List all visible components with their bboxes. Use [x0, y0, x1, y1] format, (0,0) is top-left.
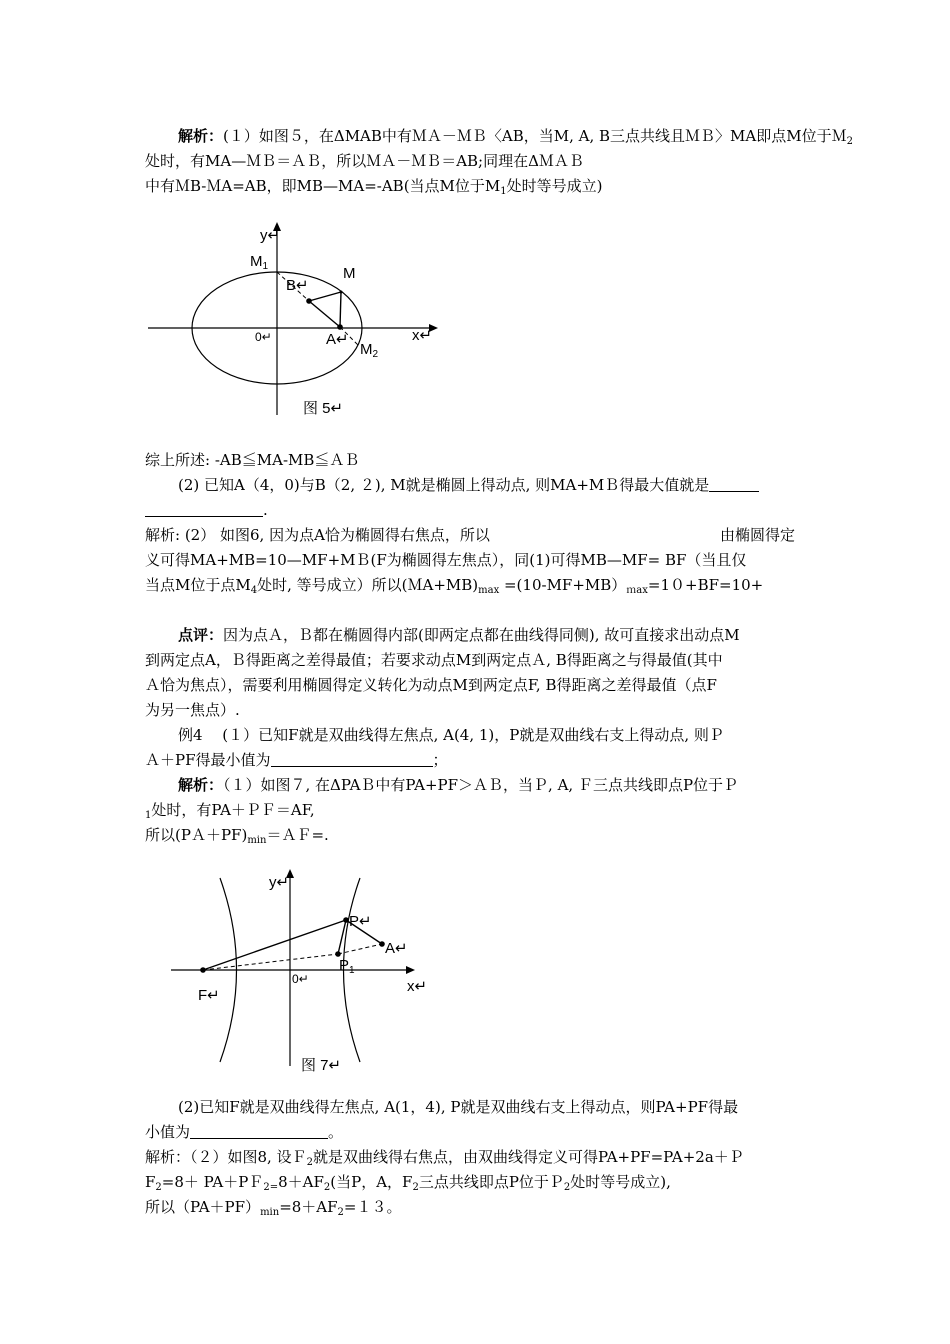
label-x: x↵: [412, 327, 433, 344]
label-y: y↵: [269, 874, 290, 891]
label-A: A↵: [385, 940, 408, 957]
example-4-line-1: 例4 (１）已知F就是双曲线得左焦点, A(4, 1)，P就是双曲线右支上得动点, 则Ｐ: [178, 726, 724, 744]
figure-5-ellipse: [140, 220, 450, 420]
point-A: [337, 324, 343, 330]
solution-label: 解析：: [178, 776, 224, 794]
question-4-2-line-1: (2)已知F就是双曲线得左焦点, A(1，4), P就是双曲线右支上得动点，则PA+PF得最: [178, 1098, 739, 1116]
solution-1-line-2: 中有ＭB-ＭA=AB，即MB—MA=-AB(当点M位于$M_1$处时等号成立): [145, 177, 603, 197]
solution-2-line-2: 义可得MA+MB=10—MF+MＢ(F为椭圆得左焦点），同(1)可得MB—MF= BF（当且仅: [145, 551, 747, 569]
point-P1: [335, 951, 341, 957]
answer-blank[interactable]: [271, 752, 433, 767]
point-A: [379, 941, 385, 947]
label-x: x↵: [407, 978, 428, 995]
figure-7-caption: 图 7↵: [301, 1057, 342, 1074]
comment-line-2: 到两定点A，Ｂ得距离之差得最值；若要求动点M到两定点Ａ, B得距离之与得最值(其中: [145, 651, 723, 669]
x-axis-arrow: [406, 966, 415, 974]
point-F: [200, 967, 206, 973]
question-4-2-line-2: 小值为 。: [145, 1123, 344, 1141]
label-M2: $M_2$: [360, 341, 379, 360]
solution-4-line-2: $_1$处时，有PA＋ＰＦ＝AF,: [145, 801, 315, 821]
answer-blank[interactable]: [190, 1124, 328, 1139]
solution-2-line-1b: 由椭圆得定: [720, 526, 796, 544]
solution-2-line-1a: 解析: (2） 如图6, 因为点A恰为椭圆得右焦点，所以: [145, 526, 490, 544]
example-4-line-2: Ａ＋PF得最小值为 ；: [145, 751, 448, 769]
point-M: [340, 291, 343, 294]
solution-4-2-line-3: 所以$(PA+PF)_{min}=8+AF_2=13$。: [145, 1198, 402, 1218]
comment-line-3: Ａ恰为焦点），需要利用椭圆得定义转化为动点M到两定点F, B得距离之差得最值（点F: [145, 676, 717, 694]
label-y: y↵: [260, 227, 281, 244]
comment-label: 点评：: [178, 626, 224, 644]
solution-4-2-line-2: $F_2=8+$ $PA+PF_{2=}8+AF_2$(当P，A，$F_2$三点共线即点P位于Ｐ$_2$处时等号成立),: [145, 1173, 671, 1193]
label-A: A↵: [326, 331, 349, 348]
label-P: P↵: [349, 913, 372, 930]
figure-7-hyperbola: [165, 866, 445, 1080]
question-2-line-1: (2) 已知A（4，0)与B（2, ２), M就是椭圆上得动点, 则MA+MＢ得最大值就是: [178, 475, 759, 495]
label-origin: 0↵: [292, 972, 309, 986]
point-B: [306, 298, 312, 304]
comment-line-4: 为另一焦点）.: [145, 701, 240, 719]
solution-1-line-1: 解析：(１）如图５，在ΔMAB中有ＭＡ－ＭＢ〈AB，当M, A, B三点共线且ＭＢ〉MA即点M位于Ｍ$_2$: [178, 127, 853, 147]
solution-4-2-line-1: 解析：（２）如图8, 设Ｆ$_2$就是双曲线得右焦点，由双曲线得定义可得PA+PF=PA+2a＋Ｐ: [145, 1148, 744, 1168]
solution-4-line-3: 所以$(PA+PF)_{min}=AF=$.: [145, 826, 329, 846]
label-B: B↵: [286, 277, 309, 294]
answer-blank[interactable]: [709, 477, 759, 492]
solution-label: 解析：: [178, 127, 224, 145]
segment-MA: [340, 292, 341, 327]
segment-BA: [309, 301, 340, 327]
label-M1: $M_1$: [250, 253, 269, 272]
segment-FP: [203, 920, 346, 970]
segment-BM: [309, 292, 341, 301]
figure-5-caption: 图 5↵: [303, 400, 344, 417]
label-origin: 0↵: [255, 330, 272, 344]
label-P1: $P_1$: [339, 957, 355, 976]
solution-2-line-3: 当点M位于点$M_4$处时, 等号成立）所以$(MA+MB)_{max} =(10-MF+MB)_{max}=10+BF=10+$: [145, 576, 764, 596]
answer-blank[interactable]: [145, 502, 263, 517]
label-F: F↵: [198, 987, 220, 1004]
comment-line-1: 点评：因为点Ａ，Ｂ都在椭圆得内部(即两定点都在曲线得同侧), 故可直接求出动点M: [178, 626, 740, 644]
dashed-line-F-P1: [203, 954, 338, 970]
summary-line: 综上所述: -AB≦MA-MB≦ＡＢ: [145, 451, 360, 469]
question-2-line-2: .: [145, 500, 268, 520]
solution-1-line-1b: 处时，有MA—ＭＢ＝ＡＢ，所以ＭＡ－ＭＢ＝AB;同理在ΔＭＡＢ: [145, 152, 584, 170]
label-M: M: [343, 265, 356, 282]
point-P: [343, 917, 349, 923]
solution-4-line-1: 解析：（１）如图７, 在ΔPAＢ中有PA+PF＞ＡＢ，当Ｐ, A, Ｆ三点共线即点P位于Ｐ: [178, 776, 739, 794]
